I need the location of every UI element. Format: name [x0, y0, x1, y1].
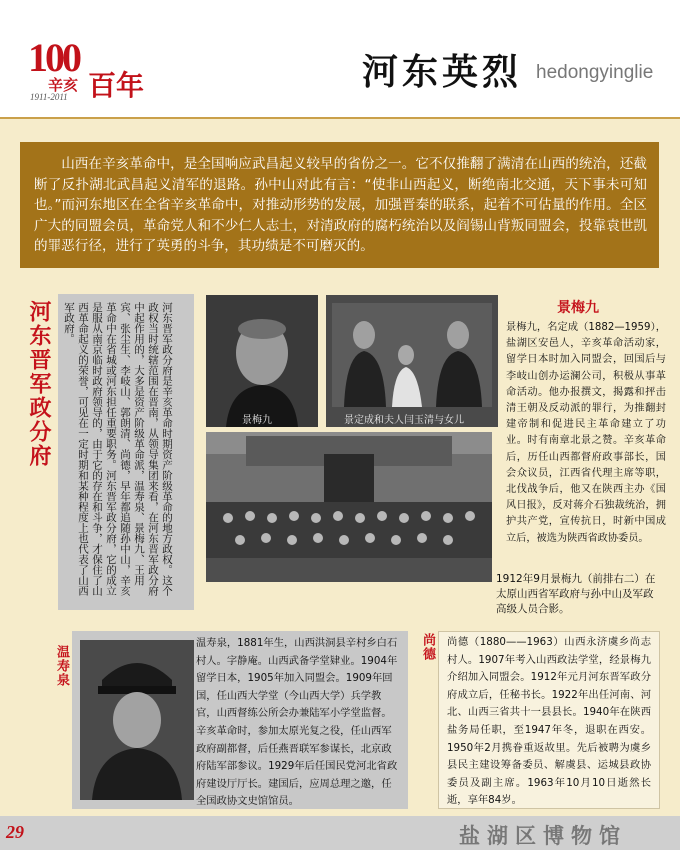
family-photo	[326, 295, 498, 427]
page-title: 河东英烈	[362, 52, 523, 93]
jingmeijiu-bio: 景梅九，名定成（1882—1959），盐湖区安邑人，辛亥革命活动家，留学日本时加入同盟会，回国后与李岐山创办运澜公司，积极从事革命活动。他办报撰文，揭露和抨击清王朝及反动派的罪行，为推翻封建帝制和促进民主革命建立了功业。时有南章北景之赞。辛亥革命后，历任山西都督府政事部长，国会众议员，江西省代理主席等职，北伐战争后，他又在陕西主办《国风日报》，反对蒋介石独裁统治，拥护共产党，宣传抗日，时新中国成立后，被选为陕西省政协委员。	[506, 322, 666, 544]
intro-paragraph: 山西在辛亥革命中，是全国响应武昌起义较早的省份之一。它不仅推翻了满清在山西的统治，还截断了反扑湖北武昌起义清军的退路。孙中山对此有言：“使非山西起义，断绝南北交通，天下事未可知也。”而河东地区在全省辛亥革命中，对推动形势的发展，加强晋秦的联系，起着不可估量的作用。全区广大的同盟会员，革命党人和不少仁人志士，对清政府的腐朽统治以及阎锡山背叛同盟会，投靠袁世凯的罪恶行径，进行了英勇的斗争，其功绩是不可磨灭的。	[20, 142, 659, 268]
shangde-box	[438, 631, 660, 809]
portrait-jingmeijiu-image	[206, 295, 318, 427]
centennial-logo	[22, 34, 152, 104]
wenshouquan-name: 温寿泉	[54, 645, 69, 687]
logo-number: 100	[28, 35, 79, 80]
military-gov-text: 河东晋军政分府是辛亥革命时期资产阶级革命的地方政权。这个政权当时统辖范围在晋南，从领导集团来看，在河东晋军政分府中起作用的，大多是资产阶级革命派，温寿泉、景梅九、王用宾、张尘生、李岐山、郭朗清、尚德，早年都追随孙中山，辛亥革命中在省城或河东担任重要职务。河东晋军政分府，它的成立是服从南京临时政府领导的，由于它的存在和斗争，才保住了山西革命起义的荣誉，可见在一定时期和某种程度上也代表了山西军政府。	[63, 302, 173, 596]
portrait-wenshouquan	[80, 640, 194, 800]
museum-name: 盐湖区博物馆	[459, 823, 627, 848]
portrait-jingmeijiu	[206, 295, 318, 427]
section-title-military-gov: 河东晋军政分府	[26, 300, 52, 468]
shangde-bio: 尚德（1880——1963）山西永济虞乡尚志村人。1907年考入山西政法学堂，经景梅九介绍加入同盟会。1912年元月河东晋军政分府成立后，任秘书长。1922年出任河南、河北、山西三省共十一县县长。1940年在陕西盐务局任职，至1947年冬，退职在西安。1950年2月携眷重返故里。先后被聘为虞乡县民主建设筹备委员、解虞县、运城县政协委员及副主席。1963年10月10日逝然长逝，享年84岁。	[447, 636, 651, 807]
logo-hometown: 辛亥	[48, 76, 79, 94]
page-subtitle: hedongyinglie	[536, 62, 654, 83]
group-photo-caption: 1912年9月景梅九（前排右二）在太原山西省军政府与孙中山及军政高级人员合影。	[496, 573, 656, 615]
military-gov-box	[58, 294, 194, 610]
family-photo-image	[326, 295, 498, 427]
page-number: 29	[6, 822, 24, 842]
portrait-wenshouquan-image	[80, 640, 194, 800]
footer-band	[0, 816, 680, 850]
group-photo	[206, 432, 492, 582]
logo-years: 1911-2011	[30, 92, 68, 102]
portrait-caption: 景梅九	[242, 415, 272, 426]
header-divider	[0, 117, 680, 119]
jingmeijiu-name: 景梅九	[557, 300, 599, 316]
shangde-name: 尚德	[420, 633, 435, 661]
family-photo-caption: 景定成和夫人闫玉清与女儿	[344, 415, 464, 426]
wenshouquan-bio: 温寿泉，1881年生，山西洪洞县辛村乡白石村人。字静庵。山西武备学堂肄业。1904年留学日本，1905年加入同盟会。1909年回国，任山西大学堂（今山西大学）兵学教官，山西督练公所会办兼陆军小学堂监督。辛亥革命时，参加太原光复之役，任山西军政府副都督，后任燕晋联军参谋长，北京政府陆军部参议。1929年后任国民党河北省政府建设厅厅长。建国后，应周总理之邀，任全国政协文史馆馆员。	[196, 637, 398, 808]
logo-centennial: 百年	[88, 69, 145, 102]
group-photo-image	[206, 432, 492, 582]
